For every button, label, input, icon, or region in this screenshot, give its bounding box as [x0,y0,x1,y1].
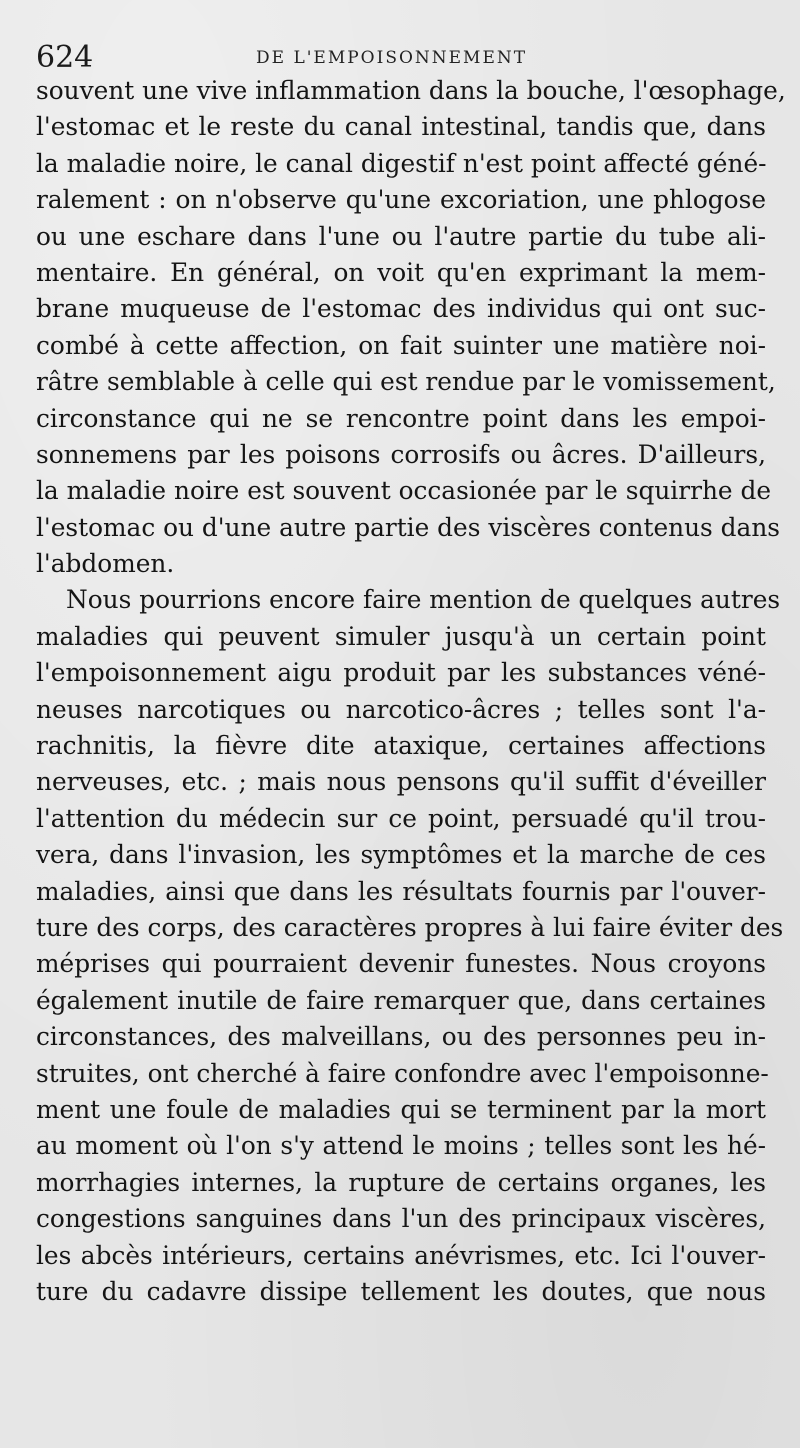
text-line: au moment où l'on s'y attend le moins ; telles sont les hé- [36,1131,766,1161]
text-line: également inutile de faire remarquer que, dans certaines [36,985,766,1015]
text-line: ou une eschare dans l'une ou l'autre partie du tube ali- [36,221,766,251]
text-line: circonstance qui ne se rencontre point dans les empoi- [36,403,766,433]
text-line: sonnemens par les poisons corrosifs ou âcres. D'ailleurs, [36,439,766,469]
text-line: les abcès intérieurs, certains anévrismes, etc. Ici l'ouver- [36,1240,766,1270]
text-line: brane muqueuse de l'estomac des individus qui ont suc- [36,294,766,324]
text-line: l'estomac et le reste du canal intestinal, tandis que, dans [36,112,766,142]
text-line: neuses narcotiques ou narcotico-âcres ; telles sont l'a- [36,694,766,724]
text-line: râtre semblable à celle qui est rendue par le vomissement, [36,367,776,397]
text-line: vera, dans l'invasion, les symptômes et la marche de ces [36,840,766,870]
text-line: morrhagies internes, la rupture de certains organes, les [36,1167,766,1197]
text-line: Nous pourrions encore faire mention de quelques autres [66,585,781,615]
text-line: mentaire. En général, on voit qu'en exprimant la mem- [36,257,766,287]
text-line: l'estomac ou d'une autre partie des viscères contenus dans [36,512,781,542]
text-line: ture des corps, des caractères propres à lui faire éviter des [36,912,784,942]
text-line: l'attention du médecin sur ce point, persuadé qu'il trou- [36,803,766,833]
text-line: congestions sanguines dans l'un des principaux viscères, [36,1204,766,1234]
page-body [36,73,786,1310]
text-line: ralement : on n'observe qu'une excoriation, une phlogose [36,185,766,215]
text-line: souvent une vive inflammation dans la bouche, l'œsophage, [36,76,786,105]
text-line: circonstances, des malveillans, ou des personnes peu in- [36,1022,766,1052]
text-line: l'empoisonnement aigu produit par les substances véné- [36,658,766,688]
text-line: combé à cette affection, on fait suinter une matière noi- [36,330,766,360]
running-title: DE L'EMPOISONNEMENT [256,48,528,68]
text-line: maladies qui peuvent simuler jusqu'à un certain point [36,621,766,651]
text-line: nerveuses, etc. ; mais nous pensons qu'il suffit d'éveiller [36,767,766,797]
text-line: rachnitis, la fièvre dite ataxique, certaines affections [36,731,766,761]
text-line: la maladie noire, le canal digestif n'est point affecté géné- [36,148,767,178]
page-number: 624 [36,40,94,75]
text-line: struites, ont cherché à faire confondre avec l'empoisonne- [36,1058,769,1088]
text-line: méprises qui pourraient devenir funestes. Nous croyons [36,949,766,979]
text-line: l'abdomen. [36,549,175,579]
text-line: maladies, ainsi que dans les résultats fournis par l'ouver- [36,876,766,906]
text-line: la maladie noire est souvent occasionée par le squirrhe de [36,476,772,506]
text-line: ment une foule de maladies qui se terminent par la mort [36,1094,766,1124]
text-line: ture du cadavre dissipe tellement les doutes, que nous [36,1276,766,1306]
